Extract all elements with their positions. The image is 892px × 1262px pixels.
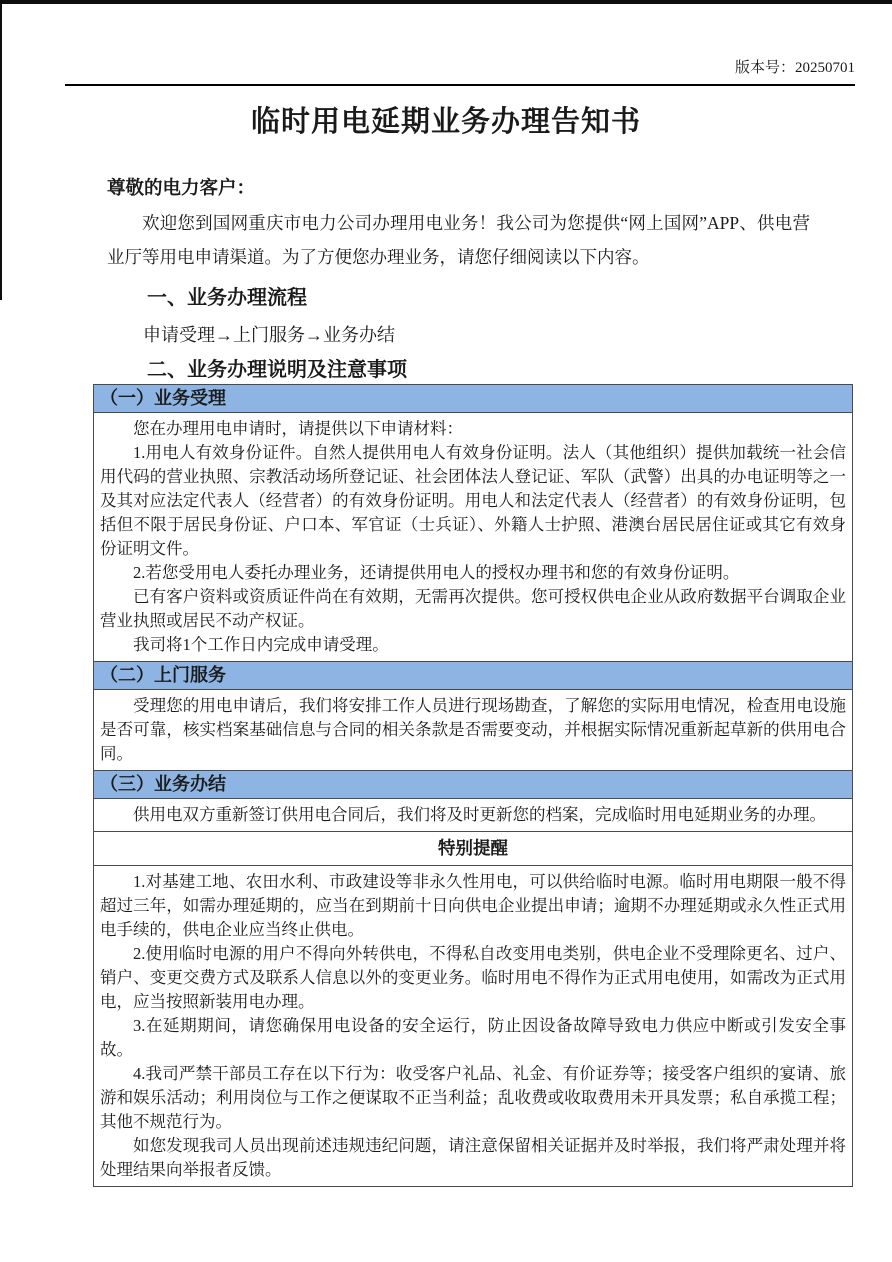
paragraph: 1.用电人有效身份证件。自然人提供用电人有效身份证明。法人（其他组织）提供加载统一社会信用代码的营业执照、宗教活动场所登记证、社会团体法人登记证、军队（武警）出具的办电证明等之一及其对应法定代表人（经营者）的有效身份证明。用电人和法定代表人（经营者）的有效身份证明，包括但不限于居民身份证、户口本、军官证（士兵证）、外籍人士护照、港澳台居民居住证或其它有效身份证明文件。: [100, 443, 846, 558]
special-reminder-body: [94, 866, 852, 1186]
paragraph: 受理您的用电申请后，我们将安排工作人员进行现场勘查，了解您的实际用电情况，检查用电设施是否可靠，核实档案基础信息与合同的相关条款是否需要变动，并根据实际情况重新起草新的供用电合同。: [100, 696, 846, 763]
subsection-header-acceptance: （一）业务受理: [94, 385, 852, 413]
paragraph: 2.若您受用电人委托办理业务，还请提供用电人的授权办理书和您的有效身份证明。: [133, 563, 740, 582]
document-title: 临时用电延期业务办理告知书: [250, 106, 641, 138]
special-reminder-title: 特别提醒: [94, 832, 852, 866]
section-heading-process: 一、业务办理流程: [147, 287, 307, 309]
header-rule: [65, 84, 855, 86]
paragraph: 3.在延期期间，请您确保用电设备的安全运行，防止因设备故障导致电力供应中断或引发安全事故。: [100, 1016, 846, 1059]
intro-paragraph: 欢迎您到国网重庆市电力公司办理用电业务！我公司为您提供“网上国网”APP、供电营业厅等用电申请渠道。为了方便您办理业务，请您仔细阅读以下内容。: [107, 213, 810, 267]
paragraph: 供用电双方重新签订供用电合同后，我们将及时更新您的档案，完成临时用电延期业务的办理。: [133, 805, 826, 824]
paragraph: 4.我司严禁干部员工存在以下行为：收受客户礼品、礼金、有价证券等；接受客户组织的宴请、旅游和娱乐活动；利用岗位与工作之便谋取不正当利益；乱收费或收取费用未开具发票；私自承揽工程；其他不规范行为。: [100, 1064, 846, 1131]
paragraph: 2.使用临时电源的用户不得向外转供电，不得私自改变用电类别，供电企业不受理除更名、过户、销户、变更交费方式及联系人信息以外的变更业务。临时用电不得作为正式用电使用，如需改为正式用电，应当按照新装用电办理。: [100, 944, 846, 1011]
subsection-body-acceptance: [94, 413, 852, 662]
notice-table: [93, 384, 853, 1187]
process-flow: 申请受理→上门服务→业务办结: [143, 325, 395, 345]
salutation: 尊敬的电力客户：: [107, 179, 256, 199]
subsection-body-onsite-service: [94, 690, 852, 771]
subsection-body-completion: [94, 799, 852, 832]
document-body: [107, 172, 810, 384]
paragraph: 1.对基建工地、农田水利、市政建设等非永久性用电，可以供给临时电源。临时用电期限一般不得超过三年，如需办理延期的，应当在到期前十日向供电企业提出申请；逾期不办理延期或永久性正式用电手续的，供电企业应当终止供电。: [100, 872, 846, 939]
version-number: 版本号：20250701: [734, 60, 855, 76]
scan-artifact-top-edge: [0, 0, 892, 4]
subsection-header-completion: （三）业务办结: [94, 771, 852, 799]
paragraph: 已有客户资料或资质证件尚在有效期，无需再次提供。您可授权供电企业从政府数据平台调取企业营业执照或居民不动产权证。: [100, 587, 846, 630]
scan-artifact-left-edge: [0, 0, 2, 300]
paragraph: 您在办理用电申请时，请提供以下申请材料：: [133, 419, 463, 438]
paragraph: 我司将1个工作日内完成申请受理。: [133, 635, 389, 654]
section-heading-notes: 二、业务办理说明及注意事项: [147, 359, 407, 381]
subsection-header-onsite-service: （二）上门服务: [94, 662, 852, 690]
paragraph: 如您发现我司人员出现前述违规违纪问题，请注意保留相关证据并及时举报，我们将严肃处理并将处理结果向举报者反馈。: [100, 1136, 846, 1179]
